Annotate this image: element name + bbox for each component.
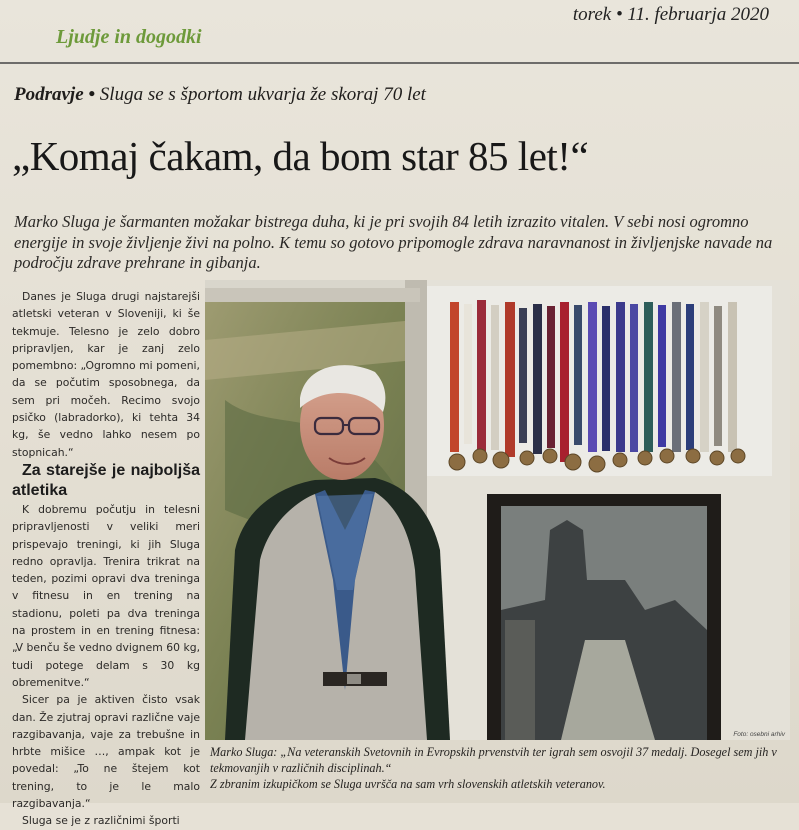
header-rule <box>0 62 799 64</box>
lead-paragraph: Marko Sluga je šarmanten možakar bistrega duha, ki je pri svojih 84 letih izrazito vitalen. V sebi nosi ogromno energije in svoje življenje živi na polno. K temu so gotovo pripomogle zdrava naravnanost in življenjske navade na področju zdrave prehrane in gibanja. <box>14 212 773 272</box>
medals <box>449 300 745 472</box>
paragraph-1: Danes je Sluga drugi najstarejši atletski veteran v Sloveniji, ki še tekmuje. Telesno je zelo dobro pripravljen, kar je zanj zelo pomembno: „Ogromno mi pomeni, da se počutim sposobnega, da sem pri močeh. Recimo svojo psičko (labradorko), ki tehta 34 kg, še vedno lahko nesem po stopnicah.“ <box>12 290 200 459</box>
paragraph-3: Sicer pa je aktiven čisto vsak dan. Že zjutraj opravi različne vaje razgibavanja, vaje za trebušne in hrbte mišice …, ampak kot je povedal: „To ne štejem kot trening, to je le malo razgibavanja.“ <box>12 693 200 811</box>
kicker-text: Sluga se s športom ukvarja že skoraj 70 let <box>99 84 426 105</box>
paragraph-4: Sluga se je z različnimi športi <box>22 814 180 828</box>
photo-illustration <box>205 280 790 740</box>
caption-quote: „Na veteranskih Svetovnih in Evropskih prvenstvih ter igrah sem osvojil 37 medalj. Dosegel sem jih v tekmovanjih v različnih disciplinah.“ <box>210 745 777 775</box>
photo-credit: Foto: osebni arhiv <box>733 731 785 738</box>
photo-caption <box>210 744 792 792</box>
paragraph-2: K dobremu počutju in telesni pripravljenosti v veliki meri prispevajo treningi, ki jih Sluga redno opravlja. Trenira trikrat na teden, pozimi opravi dva treninga v fitnesu in en trening na stadionu, poleti pa dva treninga na prostem in en trening fitnesa: „V benču še vedno dvignem 60 kg, tudi potege delam s 30 kg obremenitve.“ <box>12 502 200 689</box>
article-photo <box>205 280 790 740</box>
section-title: Ljudje in dogodki <box>56 26 202 48</box>
region-label: Podravje • <box>14 84 96 105</box>
subheading: Za starejše je najboljša atletika <box>12 461 200 499</box>
caption-line-2: Z zbranim izkupičkom se Sluga uvršča na sam vrh slovenskih atletskih veteranov. <box>210 777 606 791</box>
issue-date: torek • 11. februarja 2020 <box>572 4 769 25</box>
article-column <box>12 288 200 830</box>
kicker-line <box>14 84 426 106</box>
caption-name: Marko Sluga: <box>210 745 278 759</box>
headline: „Komaj čakam, da bom star 85 let!“ <box>12 133 589 179</box>
